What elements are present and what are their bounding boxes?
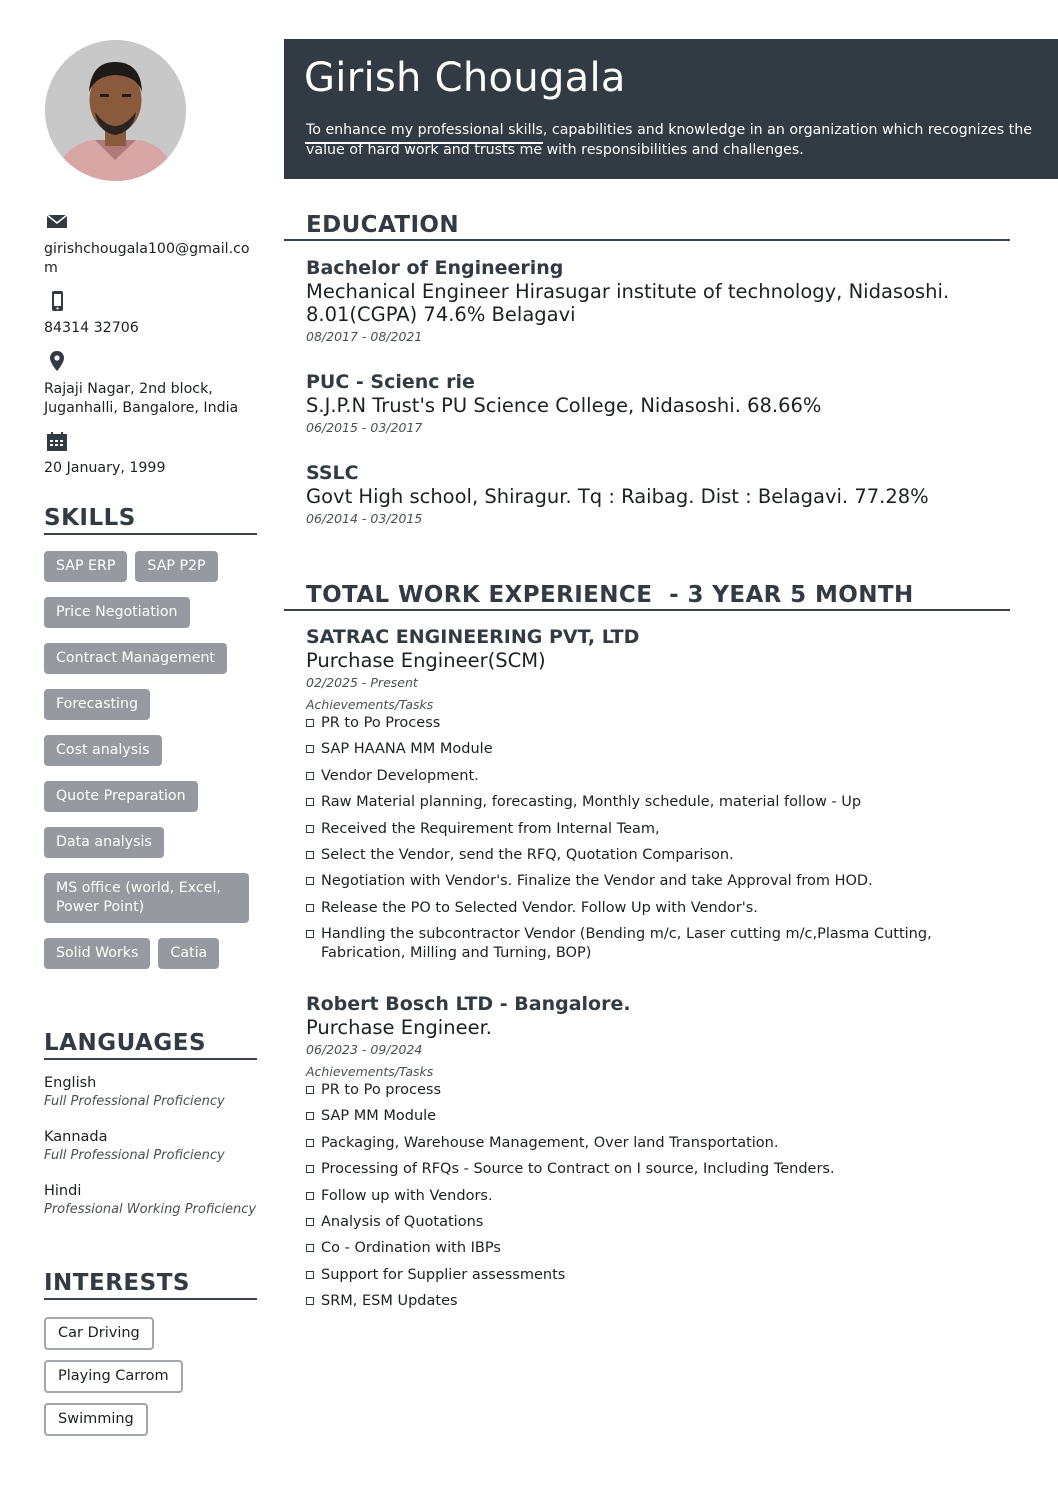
education-entry (306, 370, 1016, 437)
education-institution: Govt High school, Shiragur. Tq : Raibag. Dist : Belagavi. 77.28% (306, 485, 929, 508)
interest-chip: Swimming (44, 1403, 148, 1436)
task-item (306, 1213, 1016, 1232)
education-institution: S.J.P.N Trust's PU Science College, Nidasoshi. 68.66% (306, 394, 822, 417)
bullet-square-icon (306, 1165, 314, 1173)
bullet-square-icon (306, 851, 314, 859)
skills-heading: SKILLS (44, 505, 257, 535)
bullet-square-icon (306, 1192, 314, 1200)
achievements-label: Achievements/Tasks (306, 697, 434, 712)
job-date: 02/2025 - Present (306, 675, 418, 690)
profile-photo-image (45, 40, 186, 181)
phone-text[interactable]: 84314 32706 (44, 320, 139, 336)
profile-photo (45, 40, 186, 181)
task-list (306, 1081, 1016, 1311)
bullet-square-icon (306, 1112, 314, 1120)
task-text: Packaging, Warehouse Management, Over land Transportation. (321, 1134, 779, 1151)
candidate-name: Girish Chougala (304, 55, 626, 101)
bullet-square-icon (306, 719, 314, 727)
task-text: Processing of RFQs - Source to Contract on I source, Including Tenders. (321, 1161, 835, 1178)
experience-heading: TOTAL WORK EXPERIENCE - 3 YEAR 5 MONTH (284, 582, 1010, 611)
task-item (306, 1187, 1016, 1206)
skill-chip: Data analysis (44, 827, 164, 858)
skill-chip: Contract Management (44, 643, 227, 674)
location-pin-icon (46, 350, 68, 372)
interest-chip: Playing Carrom (44, 1360, 183, 1393)
bullet-square-icon (306, 1139, 314, 1147)
bullet-square-icon (306, 798, 314, 806)
bullet-square-icon (306, 1086, 314, 1094)
interest-chip: Car Driving (44, 1317, 154, 1350)
skill-chip: SAP P2P (135, 551, 217, 582)
task-item (306, 1160, 1016, 1179)
task-item (306, 872, 1016, 891)
email-text[interactable]: girishchougala100@gmail.com (44, 241, 250, 276)
language-name: English (44, 1075, 97, 1091)
bullet-square-icon (306, 745, 314, 753)
envelope-icon (46, 210, 68, 232)
bullet-square-icon (306, 904, 314, 912)
education-heading: EDUCATION (284, 212, 1010, 241)
skills-list (44, 551, 259, 984)
task-text: Analysis of Quotations (321, 1213, 484, 1230)
interests-list (44, 1317, 259, 1446)
task-text: Negotiation with Vendor's. Finalize the Vendor and take Approval from HOD. (321, 873, 873, 890)
task-text: Vendor Development. (321, 767, 479, 784)
task-text: SAP MM Module (321, 1108, 437, 1125)
company-name: SATRAC ENGINEERING PVT, LTD (306, 626, 640, 648)
task-item (306, 1292, 1016, 1311)
achievements-label: Achievements/Tasks (306, 1064, 434, 1079)
interests-heading: INTERESTS (44, 1270, 257, 1300)
task-item (306, 1081, 1016, 1100)
task-text: Co - Ordination with IBPs (321, 1240, 501, 1257)
mobile-phone-icon (46, 290, 68, 312)
language-name: Kannada (44, 1129, 108, 1145)
header-banner (284, 39, 1058, 179)
skill-chip: Quote Preparation (44, 781, 198, 812)
task-item (306, 925, 1016, 963)
task-item (306, 767, 1016, 786)
education-entry (306, 256, 1016, 346)
bullet-square-icon (306, 1297, 314, 1305)
task-item (306, 793, 1016, 812)
address-text: Rajaji Nagar, 2nd block, Juganhalli, Bangalore, India (44, 381, 239, 416)
language-item (44, 1074, 264, 1111)
task-text: Handling the subcontractor Vendor (Bending m/c, Laser cutting m/c,Plasma Cutting, Fabrication, Milling and Turning, BOP) (321, 926, 932, 962)
education-date: 06/2014 - 03/2015 (306, 511, 423, 526)
task-text: Received the Requirement from Internal Team, (321, 820, 660, 837)
bullet-square-icon (306, 1244, 314, 1252)
education-entry (306, 461, 1016, 528)
experience-entry (306, 625, 1016, 971)
task-item (306, 846, 1016, 865)
bullet-square-icon (306, 772, 314, 780)
skill-chip: SAP ERP (44, 551, 127, 582)
task-item (306, 1266, 1016, 1285)
task-text: PR to Po Process (321, 715, 441, 731)
task-list (306, 714, 1016, 963)
task-item (306, 899, 1016, 918)
education-degree: SSLC (306, 462, 359, 484)
task-text: Release the PO to Selected Vendor. Follow Up with Vendor's. (321, 899, 758, 916)
skill-chip: Forecasting (44, 689, 150, 720)
task-item (306, 1134, 1016, 1153)
task-text: Select the Vendor, send the RFQ, Quotation Comparison. (321, 846, 734, 863)
task-text: PR to Po process (321, 1082, 442, 1098)
languages-heading: LANGUAGES (44, 1030, 257, 1060)
language-level: Full Professional Proficiency (44, 1094, 225, 1109)
education-institution: Mechanical Engineer Hirasugar institute of technology, Nidasoshi. 8.01(CGPA) 74.6% Belagavi (306, 280, 950, 326)
task-text: SRM, ESM Updates (321, 1293, 458, 1310)
experience-entry (306, 992, 1016, 1319)
bullet-square-icon (306, 1271, 314, 1279)
skill-chip: Solid Works (44, 938, 150, 969)
language-item (44, 1128, 264, 1165)
task-text: SAP HAANA MM Module (321, 741, 493, 758)
skill-chip: Catia (158, 938, 219, 969)
task-item (306, 820, 1016, 839)
skill-chip: Cost analysis (44, 735, 162, 766)
task-text: Raw Material planning, forecasting, Monthly schedule, material follow - Up (321, 794, 862, 811)
bullet-square-icon (306, 877, 314, 885)
language-level: Professional Working Proficiency (44, 1202, 257, 1217)
skill-chip: MS office (world, Excel, Power Point) (44, 873, 249, 923)
language-level: Full Professional Proficiency (44, 1148, 225, 1163)
education-degree: Bachelor of Engineering (306, 257, 564, 279)
task-item (306, 740, 1016, 759)
language-name: Hindi (44, 1183, 82, 1199)
job-role: Purchase Engineer(SCM) (306, 649, 546, 672)
task-text: Support for Supplier assessments (321, 1266, 566, 1283)
education-date: 08/2017 - 08/2021 (306, 329, 423, 344)
calendar-icon (46, 431, 68, 453)
bullet-square-icon (306, 930, 314, 938)
bullet-square-icon (306, 825, 314, 833)
company-name: Robert Bosch LTD - Bangalore. (306, 993, 631, 1015)
task-item (306, 714, 1016, 733)
job-role: Purchase Engineer. (306, 1016, 493, 1039)
language-item (44, 1182, 264, 1219)
education-degree: PUC - Scienc rie (306, 371, 475, 393)
job-date: 06/2023 - 09/2024 (306, 1042, 423, 1057)
skill-chip: Price Negotiation (44, 597, 190, 628)
dob-text: 20 January, 1999 (44, 460, 166, 476)
task-item (306, 1239, 1016, 1258)
objective-text: To enhance my professional skills, capabilities and knowledge in an organization which recognizes the value of hard work and trusts me with responsibilities and challenges. (306, 122, 1032, 158)
task-item (306, 1107, 1016, 1126)
task-text: Follow up with Vendors. (321, 1187, 493, 1204)
bullet-square-icon (306, 1218, 314, 1226)
education-date: 06/2015 - 03/2017 (306, 420, 423, 435)
